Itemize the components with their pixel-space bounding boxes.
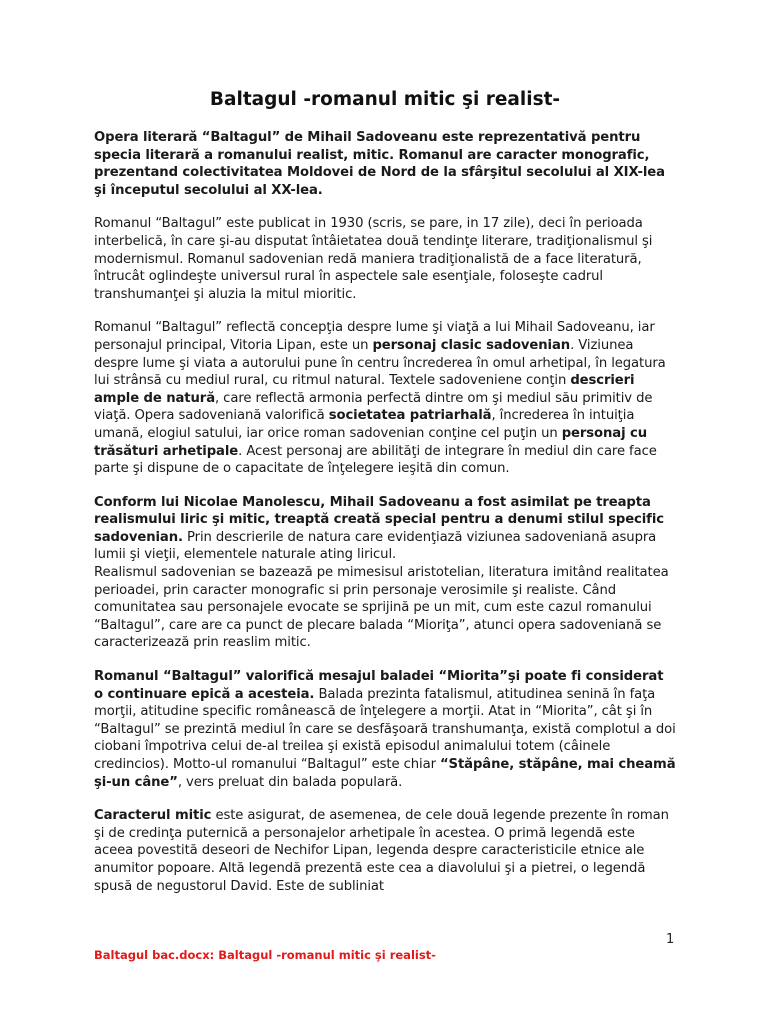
text-run: Romanul “Baltagul” reflectă concepţia despre lume şi viaţă a lui Mihail Sadoveanu, iar personajul principal, Vitoria Lipan, este un <box>94 320 655 353</box>
paragraph <box>94 807 676 895</box>
bold-text-run: descrieri ample de natură <box>94 373 635 406</box>
bold-text-run: Romanul “Baltagul” valorifică mesajul baladei “Miorita”şi poate fi considerat o continuare epică a acesteia. <box>94 669 664 702</box>
bold-text-run: Caracterul mitic <box>94 808 212 824</box>
bold-text-run: personaj clasic sadovenian <box>372 337 571 353</box>
text-run: , vers preluat din balada populară. <box>177 774 403 790</box>
bold-text-run: Conform lui Nicolae Manolescu, Mihail Sadoveanu a fost asimilat pe treapta realismului liric şi mitic, treaptă creată special pentru a denumi stilul specific sadovenian. <box>94 494 664 545</box>
text-run: Romanul “Baltagul” este publicat in 1930 (scris, se pare, in 17 zile), deci în perioada interbelică, în care şi-au disputat întâietatea două tendinţe literare, tradiţionalismul şi modernismul. Romanul sadovenian redă maniera tradiţionalistă de a face literatură, întrucât oglindeşte universul rural în aspectele sale esenţiale, foloseşte cadrul transhumanţei şi aluzia la mitul mioritic. <box>94 216 653 302</box>
document-body <box>94 129 676 895</box>
text-run: , care reflectă armonia perfectă dintre om şi mediul său primitiv de viaţă. Opera sadoveniană valorifică <box>94 390 653 424</box>
bold-text-run: societatea patriarhală <box>328 408 492 424</box>
document-footer: Baltagul bac.docx: Baltagul -romanul mitic şi realist- <box>94 948 436 962</box>
bold-text-run: Opera literară “Baltagul” de Mihail Sadoveanu este reprezentativă pentru specia literară a romanului realist, mitic. Romanul are caracter monografic, prezentand colectivitatea Moldovei de Nord de la sfârşitul secolului al XIX-lea şi începutul secolului al XX-lea. <box>94 130 665 198</box>
text-run: Prin descrierile de natura care evidenţiază viziunea sadoveniană asupra lumii şi vieţii, elementele naturale ating liricul. <box>94 529 657 563</box>
paragraph <box>94 215 676 303</box>
document-page <box>94 88 676 911</box>
paragraph <box>94 494 676 652</box>
page-number: 1 <box>666 932 675 947</box>
text-run: este asigurat, de asemenea, de cele două legende prezente în roman şi de credinţa puternică a personajelor arhetipale în acestea. O primă legendă este aceea povestită deseori de Nechifor Lipan, legenda despre caracteristicile etnice ale anumitor popoare. Altă legendă prezentă este cea a diavolului şi a pietrei, o legendă spusă de negustorul David. Este de subliniat <box>94 808 669 894</box>
paragraph <box>94 319 676 477</box>
text-run: . Acest personaj are abilităţi de integrare în mediul din care face parte şi dispune de o capacitate de înţelegere ieşită din comun. <box>94 443 657 477</box>
text-run: . Viziunea despre lume şi viata a autorului pune în centru încrederea în omul arhetipal, în legatura lui strânsă cu mediul rural, cu ritmul natural. Textele sadoveniene conţin <box>94 337 666 389</box>
text-run: Balada prezinta fatalismul, atitudinea senină în faţa morţii, atitudine specific românească de înţelegere a morţii. Atat in “Miorita”, cât şi în “Baltagul” se prezintă mediul în care se desfăşoară transhumanţa, există complotul a doi ciobani împotriva celui de-al treilea şi există episodul animalului totem (câinele credincios). Motto-ul romanului “Baltagul” este chiar <box>94 686 676 772</box>
text-run: , încrederea în intuiţia umană, elogiul satului, iar orice roman sadovenian conţine cel puţin un <box>94 408 635 441</box>
paragraph <box>94 129 676 199</box>
text-run: Realismul sadovenian se bazează pe mimesisul aristotelian, literatura imitând realitatea perioadei, prin caracter monografic si prin personaje verosimile şi realiste. Când comunitatea sau personajele evocate se sprijină pe un mit, cum este cazul romanului “Baltagul”, care are ca punct de plecare balada “Mioriţa”, atunci opera sadoveniană se caracterizează prin reaslim mitic. <box>94 565 669 651</box>
document-title: Baltagul -romanul mitic şi realist- <box>209 89 561 110</box>
bold-text-run: personaj cu trăsături arhetipale <box>94 425 647 459</box>
paragraph <box>94 668 676 791</box>
bold-text-run: “Stăpâne, stăpâne, mai cheamă şi-un câne” <box>94 757 676 790</box>
